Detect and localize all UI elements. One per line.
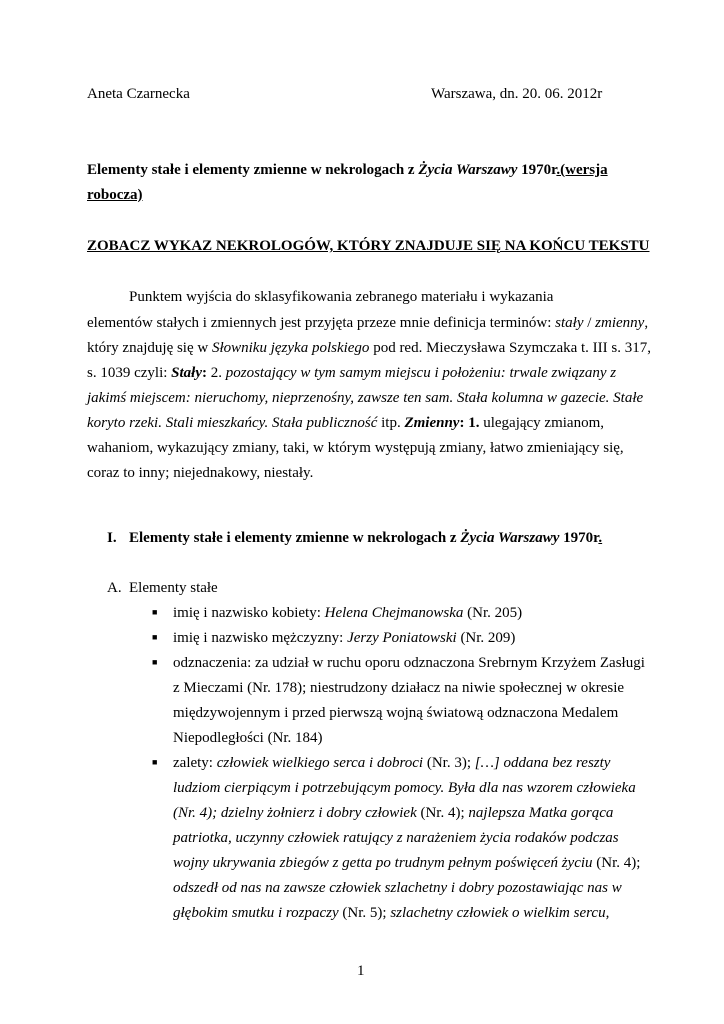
list-item-line: z Mieczami (Nr. 178); niestrudzony działacz na niwie społecznej w okresie bbox=[173, 680, 625, 696]
list-item-line: międzywojennym i przed pierwszą wojną światową odznaczona Medalem bbox=[173, 705, 619, 721]
intro-line-7: wahaniom, wykazujący zmiany, taki, w którym występują zmiany, łatwo zmieniający się, bbox=[87, 440, 624, 456]
intro-text: 2. bbox=[207, 365, 226, 381]
item-ref: (Nr. 209) bbox=[456, 630, 516, 646]
document-title bbox=[87, 162, 608, 179]
list-item-line bbox=[173, 855, 640, 872]
item-ref: (Nr. 205) bbox=[463, 605, 523, 621]
intro-text: pod red. Mieczysława Szymczaka t. III s. 317, bbox=[369, 340, 652, 356]
item-example: człowiek wielkiego serca i dobroci bbox=[216, 755, 424, 771]
notice-heading: ZOBACZ WYKAZ NEKROLOGÓW, KTÓRY ZNAJDUJE SIĘ NA KOŃCU TEKSTU bbox=[87, 238, 650, 254]
section-numeral: I. bbox=[107, 530, 117, 546]
bullet-square-icon: ■ bbox=[152, 657, 158, 667]
definition-staly-label: Stały bbox=[171, 365, 202, 381]
intro-text: itp. bbox=[377, 415, 405, 431]
list-item bbox=[173, 605, 522, 622]
definition-number: : 1. bbox=[459, 415, 480, 431]
intro-line-8: coraz to inny; niejednakowy, niestały. bbox=[87, 465, 314, 481]
definition-staly-examples: koryto rzeki. Stali mieszkańcy. Stała publiczność bbox=[87, 415, 378, 431]
item-example: […] oddana bez reszty bbox=[474, 755, 611, 771]
item-example: szlachetny człowiek o wielkim sercu, bbox=[390, 905, 610, 921]
term-zmienny: zmienny bbox=[595, 315, 645, 331]
title-journal: Życia Warszawy bbox=[418, 162, 518, 178]
list-item-line bbox=[173, 905, 609, 922]
definition-colon: : bbox=[202, 365, 207, 381]
title-part1: Elementy stałe i elementy zmienne w nekrologach z bbox=[87, 162, 419, 178]
section-heading-year: 1970r bbox=[559, 530, 599, 546]
item-example: najlepsza Matka gorąca bbox=[468, 805, 614, 821]
definition-zmienny-text: ulegający zmianom, bbox=[479, 415, 605, 431]
item-example: Helena Chejmanowska bbox=[324, 605, 464, 621]
title-draft-note: .(wersja bbox=[556, 162, 608, 178]
intro-line-5: jakimś miejscem: nieruchomy, nieprzenośny, zawsze ten sam. Stała kolumna w gazecie. Stałe bbox=[87, 390, 644, 406]
definition-zmienny-label: Zmienny bbox=[404, 415, 460, 431]
item-example: (Nr. 4); dzielny żołnierz i dobry człowiek bbox=[173, 805, 417, 821]
item-ref: (Nr. 4); bbox=[416, 805, 469, 821]
page-number: 1 bbox=[357, 963, 365, 979]
list-item-line: Niepodległości (Nr. 184) bbox=[173, 730, 323, 746]
bullet-square-icon: ■ bbox=[152, 607, 158, 617]
list-item-line: odszedł od nas na zawsze człowiek szlachetny i dobry pozostawiając nas w bbox=[173, 880, 622, 896]
dictionary-title: Słowniku języka polskiego bbox=[211, 340, 370, 356]
intro-text: s. 1039 czyli: bbox=[87, 365, 172, 381]
intro-line-1: Punktem wyjścia do sklasyfikowania zebranego materiału i wykazania bbox=[129, 289, 554, 305]
item-example: Jerzy Poniatowski bbox=[347, 630, 457, 646]
list-item bbox=[173, 630, 515, 647]
item-ref: (Nr. 5); bbox=[338, 905, 391, 921]
item-ref: (Nr. 4); bbox=[592, 855, 641, 871]
item-text: imię i nazwisko kobiety: bbox=[173, 605, 325, 621]
title-part2: 1970r bbox=[517, 162, 557, 178]
intro-text: który znajduję się w bbox=[87, 340, 212, 356]
place-date: Warszawa, dn. 20. 06. 2012r bbox=[431, 86, 603, 102]
section-heading-text: Elementy stałe i elementy zmienne w nekrologach z bbox=[129, 530, 461, 546]
intro-text: / bbox=[583, 315, 596, 331]
list-item-line: odznaczenia: za udział w ruchu oporu odznaczona Srebrnym Krzyżem Zasługi bbox=[173, 655, 645, 671]
list-item-line: patriotka, uczynny człowiek ratujący z narażeniem życia rodaków podczas bbox=[173, 830, 619, 846]
bullet-square-icon: ■ bbox=[152, 632, 158, 642]
intro-text: , bbox=[644, 315, 649, 331]
item-text: zalety: bbox=[173, 755, 217, 771]
list-item-line bbox=[173, 755, 610, 772]
intro-line-4 bbox=[87, 365, 616, 382]
intro-line-6 bbox=[87, 415, 604, 432]
intro-line-3 bbox=[87, 340, 651, 357]
section-heading bbox=[129, 530, 602, 547]
bullet-square-icon: ■ bbox=[152, 757, 158, 767]
section-heading-dot: . bbox=[598, 530, 603, 546]
item-example: głębokim smutku i rozpaczy bbox=[173, 905, 339, 921]
title-draft-continuation: robocza) bbox=[87, 187, 143, 203]
section-journal: Życia Warszawy bbox=[460, 530, 560, 546]
subsection-heading: Elementy stałe bbox=[129, 580, 218, 596]
intro-text: elementów stałych i zmiennych jest przyjęta przeze mnie definicja terminów: bbox=[87, 315, 556, 331]
author-name: Aneta Czarnecka bbox=[87, 86, 190, 102]
list-item-line bbox=[173, 805, 613, 822]
item-ref: (Nr. 3); bbox=[423, 755, 475, 771]
item-example: wojny ukrywania zbiegów z getta po trudnym pełnym poświęceń życiu bbox=[173, 855, 593, 871]
intro-line-2 bbox=[87, 315, 648, 332]
definition-staly-text: pozostający w tym samym miejscu i położeniu: trwale związany z bbox=[225, 365, 617, 381]
subsection-label: A. bbox=[107, 580, 122, 596]
item-text: imię i nazwisko mężczyzny: bbox=[173, 630, 348, 646]
term-staly: stały bbox=[555, 315, 584, 331]
list-item-line: ludziom cierpiącym i potrzebującym pomocy. Była dla nas wzorem człowieka bbox=[173, 780, 636, 796]
